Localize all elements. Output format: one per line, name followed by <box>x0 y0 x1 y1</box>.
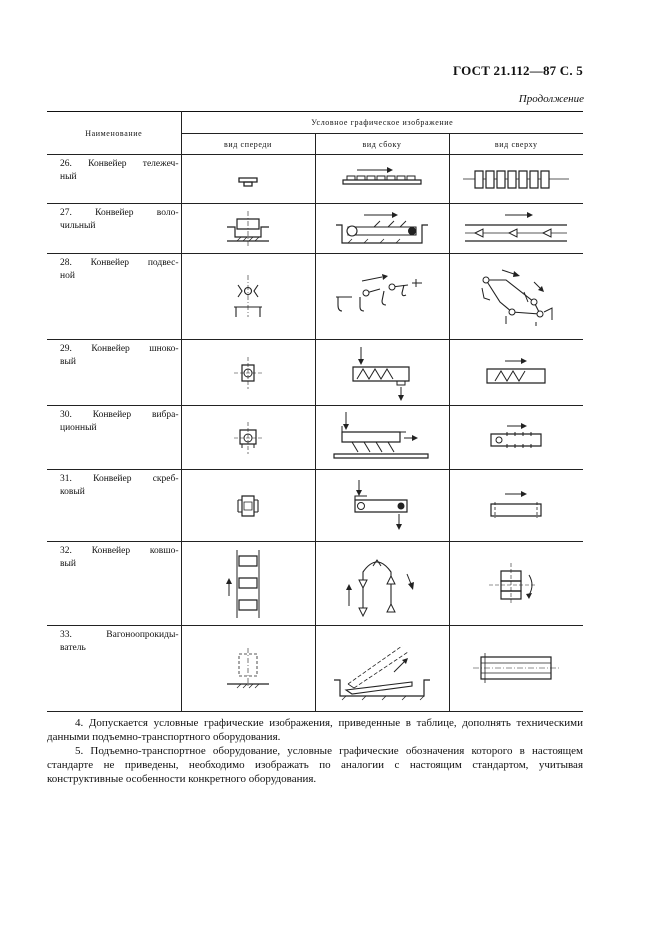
vibration-conveyor-side-symbol <box>332 410 432 466</box>
table-row <box>47 340 583 406</box>
symbol-28-top <box>449 254 583 340</box>
symbol-28-side <box>315 254 449 340</box>
symbol-30-top <box>449 406 583 470</box>
wagon-tipper-top-symbol <box>471 649 561 689</box>
row-name-27: 27. Конвейер воло- чильный <box>47 204 181 254</box>
table-row <box>47 155 583 204</box>
wagon-tipper-front-symbol <box>223 644 273 694</box>
symbol-27-front <box>181 204 315 254</box>
trolley-conveyor-top-symbol <box>461 162 571 196</box>
row-name-30: 30. Конвейер вибра- ционный <box>47 406 181 470</box>
row-name-29: 29. Конвейер шноко- вый <box>47 340 181 406</box>
vibration-conveyor-top-symbol <box>481 418 551 458</box>
symbol-31-top <box>449 470 583 542</box>
drag-conveyor-side-symbol <box>334 209 430 249</box>
symbol-29-front <box>181 340 315 406</box>
symbol-32-front <box>181 542 315 626</box>
scraper-conveyor-side-symbol <box>347 478 417 534</box>
symbol-26-top <box>449 155 583 204</box>
symbol-26-front <box>181 155 315 204</box>
paragraph-4: 4. Допускается условные графические изображения, приведенные в таблице, дополнять техническими данными подъемно-транспортного оборудования. <box>47 717 583 743</box>
column-header-image: Условное графическое изображение <box>181 112 583 134</box>
screw-conveyor-front-symbol <box>228 353 268 393</box>
overhead-conveyor-side-symbol <box>332 267 432 327</box>
overhead-conveyor-front-symbol <box>218 267 278 327</box>
table-row <box>47 470 583 542</box>
screw-conveyor-top-symbol <box>481 353 551 393</box>
drag-conveyor-top-symbol <box>461 209 571 249</box>
symbol-30-side <box>315 406 449 470</box>
symbol-26-side <box>315 155 449 204</box>
drag-conveyor-front-symbol <box>213 209 283 249</box>
symbols-table <box>47 111 583 712</box>
symbol-33-side <box>315 626 449 712</box>
row-name-33: 33. Вагоноопрокиды- ватель <box>47 626 181 712</box>
scraper-conveyor-front-symbol <box>228 488 268 524</box>
table-row <box>47 204 583 254</box>
symbol-31-front <box>181 470 315 542</box>
table-row <box>47 542 583 626</box>
table-row <box>47 626 583 712</box>
screw-conveyor-side-symbol <box>347 345 417 401</box>
column-header-name: Наименование <box>47 112 181 155</box>
row-name-26: 26. Конвейер тележеч- ный <box>47 155 181 204</box>
paragraph-5: 5. Подъемно-транспортное оборудование, условные графические обозначения которого в настоящем стандарте не приведены, необходимо изображать по аналогии с настоящим стандартом, учитывая конструктивные особенности конкретного оборудования. <box>47 745 583 785</box>
wagon-tipper-side-symbol <box>332 634 432 704</box>
continuation-label: Продолжение <box>518 93 584 105</box>
column-header-front: вид спереди <box>181 134 315 155</box>
symbol-28-front <box>181 254 315 340</box>
overhead-conveyor-top-symbol <box>466 264 566 330</box>
symbol-27-top <box>449 204 583 254</box>
symbol-32-top <box>449 542 583 626</box>
column-header-side: вид сбоку <box>315 134 449 155</box>
symbol-33-front <box>181 626 315 712</box>
column-header-top: вид сверху <box>449 134 583 155</box>
symbol-31-side <box>315 470 449 542</box>
row-name-28: 28. Конвейер подвес- ной <box>47 254 181 340</box>
table-row <box>47 406 583 470</box>
symbol-30-front <box>181 406 315 470</box>
symbol-29-side <box>315 340 449 406</box>
symbol-29-top <box>449 340 583 406</box>
bucket-conveyor-front-symbol <box>223 546 273 622</box>
table-row <box>47 254 583 340</box>
symbol-32-side <box>315 542 449 626</box>
scraper-conveyor-top-symbol <box>481 486 551 526</box>
bucket-conveyor-top-symbol <box>481 559 551 609</box>
bucket-conveyor-side-symbol <box>337 546 427 622</box>
row-name-32: 32. Конвейер ковшо- вый <box>47 542 181 626</box>
vibration-conveyor-front-symbol <box>228 418 268 458</box>
symbol-27-side <box>315 204 449 254</box>
trolley-conveyor-front-symbol <box>228 164 268 194</box>
symbol-33-top <box>449 626 583 712</box>
row-name-31: 31. Конвейер скреб- ковый <box>47 470 181 542</box>
trolley-conveyor-side-symbol <box>337 162 427 196</box>
page-header: ГОСТ 21.112—87 С. 5 <box>453 63 583 78</box>
